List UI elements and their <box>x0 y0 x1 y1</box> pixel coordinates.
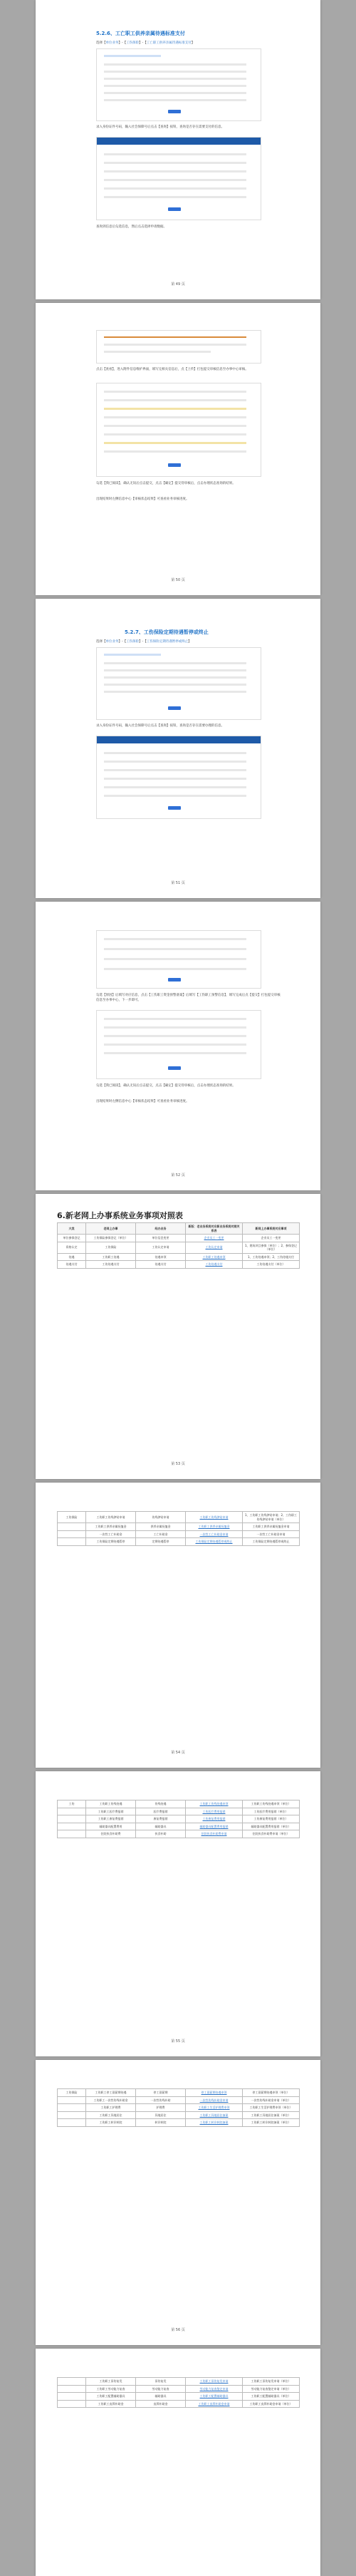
nav-path: 选择【单位业务】-【工伤保险】-【工亡职工供养亲属待遇标准支付】 <box>96 41 195 45</box>
table-row: 工伤职工劳动能力复查 劳动能力复查 劳动能力复查鉴定申请 劳动能力复查鉴定申请（单位） <box>58 2385 300 2393</box>
paragraph: 查询到信息后勾选信息，然后点击选择申请数据。 <box>96 225 167 229</box>
paragraph: 录入身份证件号码，输入社会保障号后点击【查询】按钮，查询是否存在需要办理的信息。 <box>96 724 224 728</box>
table-row: 辅助器具配置费用 辅助器具 辅助器具配置费用报销 辅助器具配置费用报销（单位） <box>58 1823 300 1830</box>
paragraph: 出现结果时左侧信息中心【审核状态结果】可查看业务审核进度。 <box>96 1100 189 1103</box>
table-row: 工伤保险 工伤职工停工留薪期待遇 停工留薪期 停工留薪期待遇申领 停工留薪期待遇申领（单位） <box>58 2089 300 2097</box>
table-row: 单位参保登记 工伤保险参保登记（单位） 单位信息变更 企业员工一变更 企业员工一变更 <box>58 1235 300 1242</box>
paragraph: 录入身份证件号码，输入社会保障号后点击【查询】按钮，查询是否存在需要支付的信息。 <box>96 125 224 129</box>
page-number: 第 54 页 <box>171 1751 185 1755</box>
page-number: 第 56 页 <box>171 2328 185 2332</box>
screenshot-form <box>96 647 261 720</box>
screenshot-form <box>96 48 261 121</box>
confirm-button[interactable] <box>168 1066 181 1070</box>
select-button[interactable] <box>168 207 181 211</box>
table-row: 工伤职工丧葬补助金 丧葬补助金 工伤职工丧葬补助金申请 工伤职工丧葬补助金申请（单位） <box>58 2400 300 2408</box>
paragraph: 勾选【原因】后填写对应信息，点击【工伤职工资金预警备案】后填写【工伤职工预警信息】，填写完成后点【提交】打包提交审核信息至办事中心，下一步即可。 <box>96 994 281 1002</box>
section-heading: 6.新老网上办事系统业务事项对照表 <box>57 1211 183 1220</box>
upload-button[interactable] <box>168 463 181 467</box>
submit-button[interactable] <box>168 978 181 982</box>
table-row: 工伤职工供养亲属抚恤金 供养亲属抚恤金 工伤职工供养亲属抚恤金 工伤职工供养亲属抚恤金申请 <box>58 1523 300 1531</box>
table-row: 资格认定 工伤保险 工伤认定申请 工伤认定申请 1、建筑项目参保（单位）；2、参保登记（单位） <box>58 1242 300 1253</box>
document-page-9 <box>36 2349 320 2576</box>
document-page-7 <box>36 1771 320 2056</box>
table-row: 待遇支付 工伤待遇支付 待遇支付 工伤待遇支付 工伤待遇支付（单位） <box>58 1261 300 1269</box>
table-row: 工伤 工伤职工伤残待遇 伤残待遇 工伤职工伤残待遇申领 工伤职工伤残待遇申领（单位） <box>58 1800 300 1808</box>
mapping-table <box>57 2088 300 2127</box>
page-number: 第 52 页 <box>171 1173 185 1178</box>
table-row: 一次性工亡补助金 工亡补助金 一次性工亡补助金申请 一次性工亡补助金申请 <box>58 1530 300 1538</box>
query-button[interactable] <box>168 110 181 113</box>
table-row: 工伤保险 工伤职工伤残津贴申请 伤残津贴申请 工伤职工伤残津贴申请 1、工伤职工伤残津贴申请；2、工伤职工伤残津贴申请（单位） <box>58 1512 300 1523</box>
document-page-1 <box>36 0 320 299</box>
screenshot-result <box>96 137 261 220</box>
document-page-6 <box>36 1483 320 1768</box>
section-heading: 5.2.6、工亡职工供养亲属待遇标准支付 <box>96 31 185 36</box>
paragraph: 勾选【我已阅读】，确认无误后点击提交，点击【确定】提交待审核后，点击办理状态查询的结果。 <box>96 1084 236 1088</box>
document-page-4 <box>36 902 320 1190</box>
mapping-table <box>57 1222 300 1269</box>
nav-path: 选择【单位业务】-【工伤保险】-【工伤保险定期待遇暂停或终止】 <box>96 640 192 644</box>
section-heading: 5.2.7、工伤保险定期待遇暂停或终止 <box>125 629 209 635</box>
table-row: 工伤职工医疗费报销 医疗费报销 工伤医疗费用报销 工伤医疗费用报销（单位） <box>58 1808 300 1815</box>
screenshot-result <box>96 736 261 819</box>
document-page-5 <box>36 1194 320 1479</box>
screenshot-upload <box>96 383 261 477</box>
table-header-row: 大类 老网上办事 经办业务 新版：老业务系统对应新业务系统对照关系表 新网上办事系统对应事项 <box>58 1223 300 1235</box>
table-row: 工伤职工康复费报销 康复费报销 工伤康复费用报销 工伤康复费用报销（单位） <box>58 1815 300 1823</box>
paragraph: 点击【查看】，进入附件信息维护界面，填写完相关信息后，点【上传】打包提交审核信息至办事中心审核。 <box>96 368 248 371</box>
page-number: 第 53 页 <box>171 1462 185 1466</box>
table-row: 工伤职工一次性伤残补助金 一次性伤残补助 一次性伤残补助金申请 一次性伤残补助金申请（单位） <box>58 2096 300 2104</box>
mapping-table <box>57 1800 300 1838</box>
paragraph: 勾选【我已阅读】，确认无误后点击提交，点击【确定】提交待审核后，点击办理状态查询的结果。 <box>96 482 236 485</box>
document-page-8 <box>36 2060 320 2345</box>
select-button[interactable] <box>168 806 181 810</box>
screenshot-attachment <box>96 330 261 364</box>
table-row: 工伤职工配置辅助器具 辅助器具 工伤职工配置辅助器具 工伤职工配置辅助器具（单位） <box>58 2393 300 2401</box>
table-row: 工伤职工异地居住 异地居住 工伤职工异地居住备案 工伤职工异地居住备案（单位） <box>58 2111 300 2119</box>
screenshot-reason <box>96 930 261 989</box>
table-row: 住院伙食补助费 伙食补助 住院伙食补助费申请 住院伙食补助费申请（单位） <box>58 1830 300 1838</box>
table-row: 待遇 工伤职工待遇 待遇申领 工伤职工待遇申领 1、工伤待遇申领；2、工伤待遇支付 <box>58 1253 300 1261</box>
page-number: 第 49 页 <box>171 282 185 287</box>
mapping-table <box>57 1511 300 1546</box>
page-number: 第 50 页 <box>171 578 185 582</box>
page-number: 第 55 页 <box>171 2039 185 2044</box>
mapping-table <box>57 2377 300 2408</box>
document-page-3 <box>36 599 320 898</box>
paragraph: 出现结果时左侧信息中心【审核状态结果】可查看业务审核进度。 <box>96 498 189 501</box>
table-row: 工伤保险定期待遇暂停 定期待遇暂停 工伤保险定期待遇暂停或终止 工伤保险定期待遇暂停或终止 <box>58 1538 300 1546</box>
query-button[interactable] <box>168 706 181 710</box>
document-page-2 <box>36 303 320 595</box>
table-row: 工伤职工转诊转院 转诊转院 工伤职工转诊转院备案 工伤职工转诊转院备案（单位） <box>58 2119 300 2127</box>
table-row: 工伤职工旧伤复发 旧伤复发 工伤职工旧伤复发申请 工伤职工旧伤复发申请（单位） <box>58 2378 300 2386</box>
screenshot-confirm <box>96 1010 261 1079</box>
table-row: 工伤职工护理费 护理费 工伤职工生活护理费申领 工伤职工生活护理费申领（单位） <box>58 2104 300 2112</box>
page-number: 第 51 页 <box>171 881 185 885</box>
